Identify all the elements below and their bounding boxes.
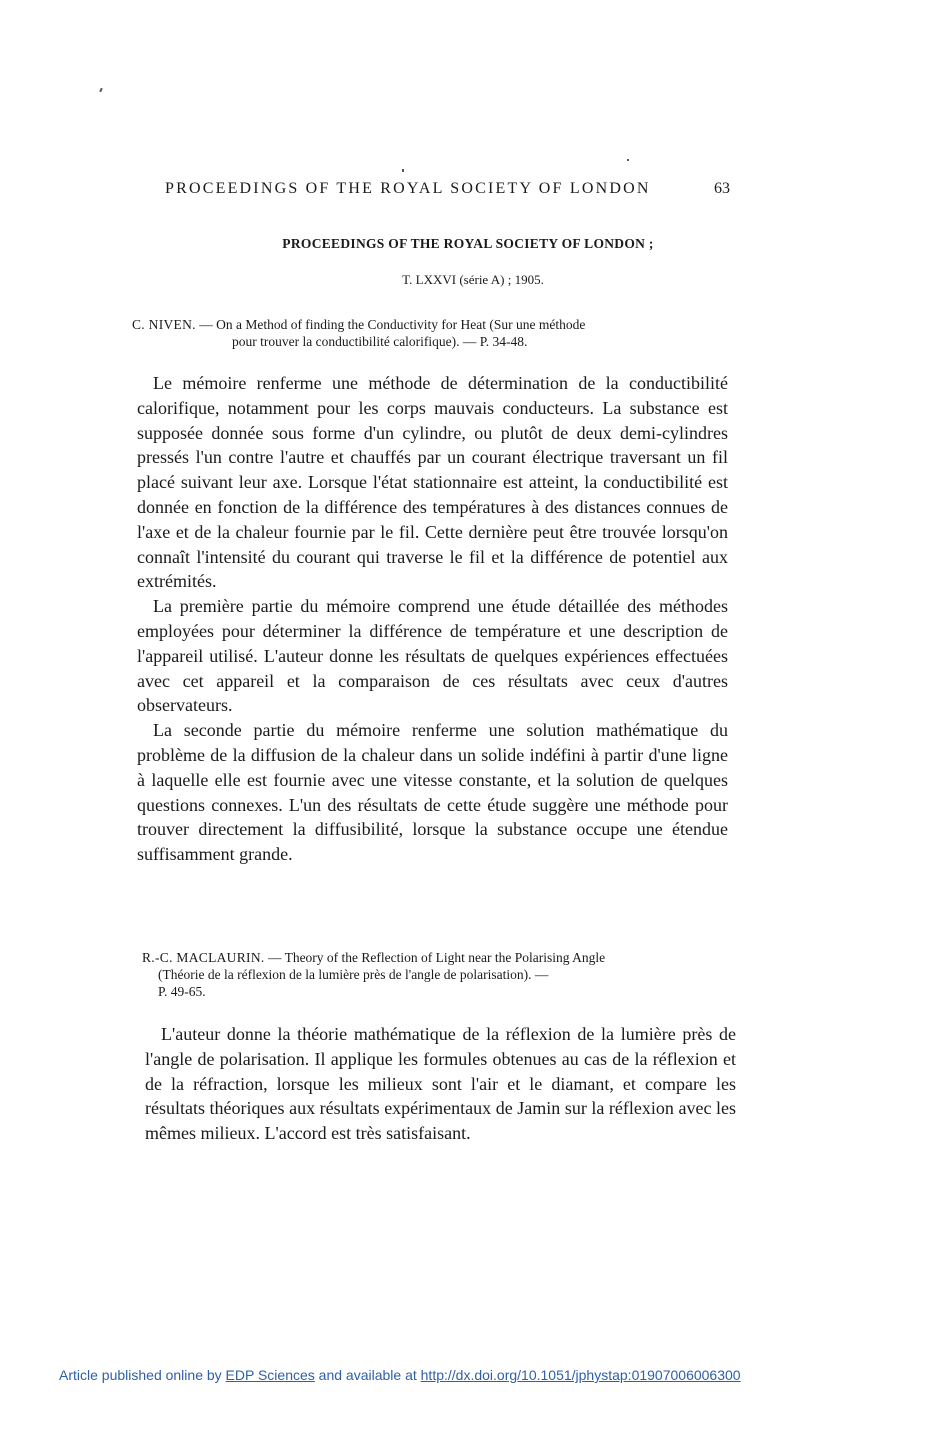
article-body xyxy=(145,1022,736,1146)
footer-middle: and available at xyxy=(314,1367,421,1383)
paragraph: La première partie du mémoire comprend une étude détaillée des méthodes employées pour déterminer la différence de température et une description de l'appareil utilisé. L'auteur donne les résultats de quelques expériences effectuées avec cet appareil et la comparaison de ces résultats avec ceux d'autres observateurs. xyxy=(137,596,728,716)
page-number: 63 xyxy=(714,180,730,197)
scan-speck xyxy=(627,159,629,161)
paragraph: Le mémoire renferme une méthode de détermination de la conductibilité calorifique, notamment pour les corps mauvais conducteurs. La substance est supposée donnée sous forme d'un cylindre, ou plutôt de deux demi-cylindres pressés l'un contre l'autre et chauffés par un courant électrique traversant un fil placé suivant leur axe. Lorsque l'état stationnaire est atteint, la conductibilité est donnée en fonction de la différence des températures à des distances connues de l'axe et de la chaleur fournie par le fil. Cette dernière peut être trouvée lorsqu'on connaît l'intensité du courant qui traverse le fil et la différence de potentiel aux extrémités. xyxy=(137,373,728,592)
running-head-title: PROCEEDINGS OF THE ROYAL SOCIETY OF LONDON xyxy=(165,180,651,197)
section-title: PROCEEDINGS OF THE ROYAL SOCIETY OF LONDON ; xyxy=(282,236,654,251)
article-title: — Theory of the Reflection of Light near the Polarising Angle xyxy=(264,950,606,965)
running-head xyxy=(165,180,730,198)
footer-prefix: Article published online by xyxy=(59,1367,226,1383)
article-author: R.-C. MACLAURIN. xyxy=(142,950,265,965)
article-pages: P. 49-65. xyxy=(158,984,206,999)
scan-speck xyxy=(99,88,103,92)
paragraph: L'auteur donne la théorie mathématique de la réflexion de la lumière près de l'angle de polarisation. Il applique les formules obtenues au cas de la réflexion et de la réfraction, lorsque les milieux sont l'air et le diamant, et compare les résultats théoriques aux résultats expérimentaux de Jamin sur la réflexion avec les mêmes milieux. L'accord est très satisfaisant. xyxy=(145,1024,736,1144)
article-title-continuation: pour trouver la conductibilité calorifique). — P. 34-48. xyxy=(232,334,528,349)
article-author: C. NIVEN. xyxy=(132,317,196,332)
paragraph: La seconde partie du mémoire renferme une solution mathématique du problème de la diffusion de la chaleur dans un solide indéfini à partir d'une ligne à laquelle elle est fournie avec une vitesse constante, et la solution de quelques questions connexes. L'un des résultats de cette étude suggère une méthode pour trouver directement la diffusibilité, lorsque la substance occupe une étendue suffisamment grande. xyxy=(137,720,728,865)
publisher-link[interactable]: EDP Sciences xyxy=(225,1367,315,1383)
doi-link[interactable]: http://dx.doi.org/10.1051/jphystap:01907006006300 xyxy=(420,1367,741,1383)
article-heading-line xyxy=(142,949,740,966)
footer-notice xyxy=(59,1367,741,1383)
article-heading-line xyxy=(132,316,732,333)
article-body xyxy=(137,371,728,867)
article-heading xyxy=(142,949,740,1000)
article-title: — On a Method of finding the Conductivity for Heat (Sur une méthode xyxy=(195,317,586,332)
article-heading xyxy=(132,316,732,350)
scan-speck xyxy=(402,169,404,172)
volume-line: T. LXXVI (série A) ; 1905. xyxy=(402,272,544,287)
article-title-continuation: (Théorie de la réflexion de la lumière près de l'angle de polarisation). — xyxy=(158,967,549,982)
